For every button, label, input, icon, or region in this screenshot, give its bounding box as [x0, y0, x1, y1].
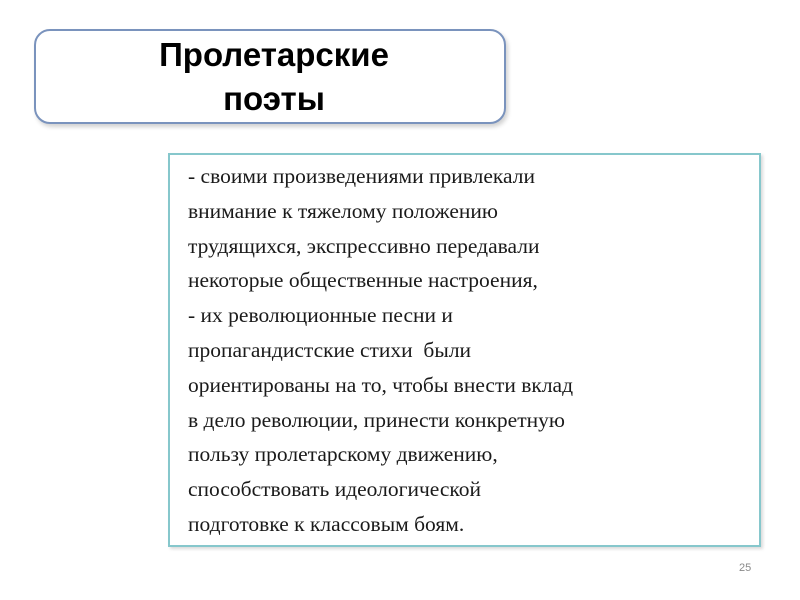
title-line: Пролетарские — [159, 35, 389, 73]
slide-title — [109, 33, 439, 121]
body-line: трудящихся, экспрессивно передавали — [188, 233, 540, 258]
title-box — [34, 29, 506, 124]
body-line: подготовке к классовым боям. — [188, 511, 465, 536]
body-line: - их революционные песни и — [188, 303, 453, 328]
page-number: 25 — [739, 562, 752, 574]
body-line: внимание к тяжелому положению — [188, 198, 498, 223]
body-line: пропагандистские стихи были — [188, 337, 472, 362]
title-line: поэты — [223, 79, 325, 117]
body-line: некоторые общественные настроения, — [188, 268, 538, 293]
body-text — [188, 159, 748, 542]
body-line: - своими произведениями привлекали — [188, 164, 535, 188]
body-line: ориентированы на то, чтобы внести вклад — [188, 372, 574, 397]
body-line: в дело революции, принести конкретную — [188, 407, 565, 432]
body-line: пользу пролетарскому движению, — [188, 442, 498, 467]
body-text-box — [168, 153, 761, 547]
body-line: способствовать идеологической — [188, 477, 481, 502]
